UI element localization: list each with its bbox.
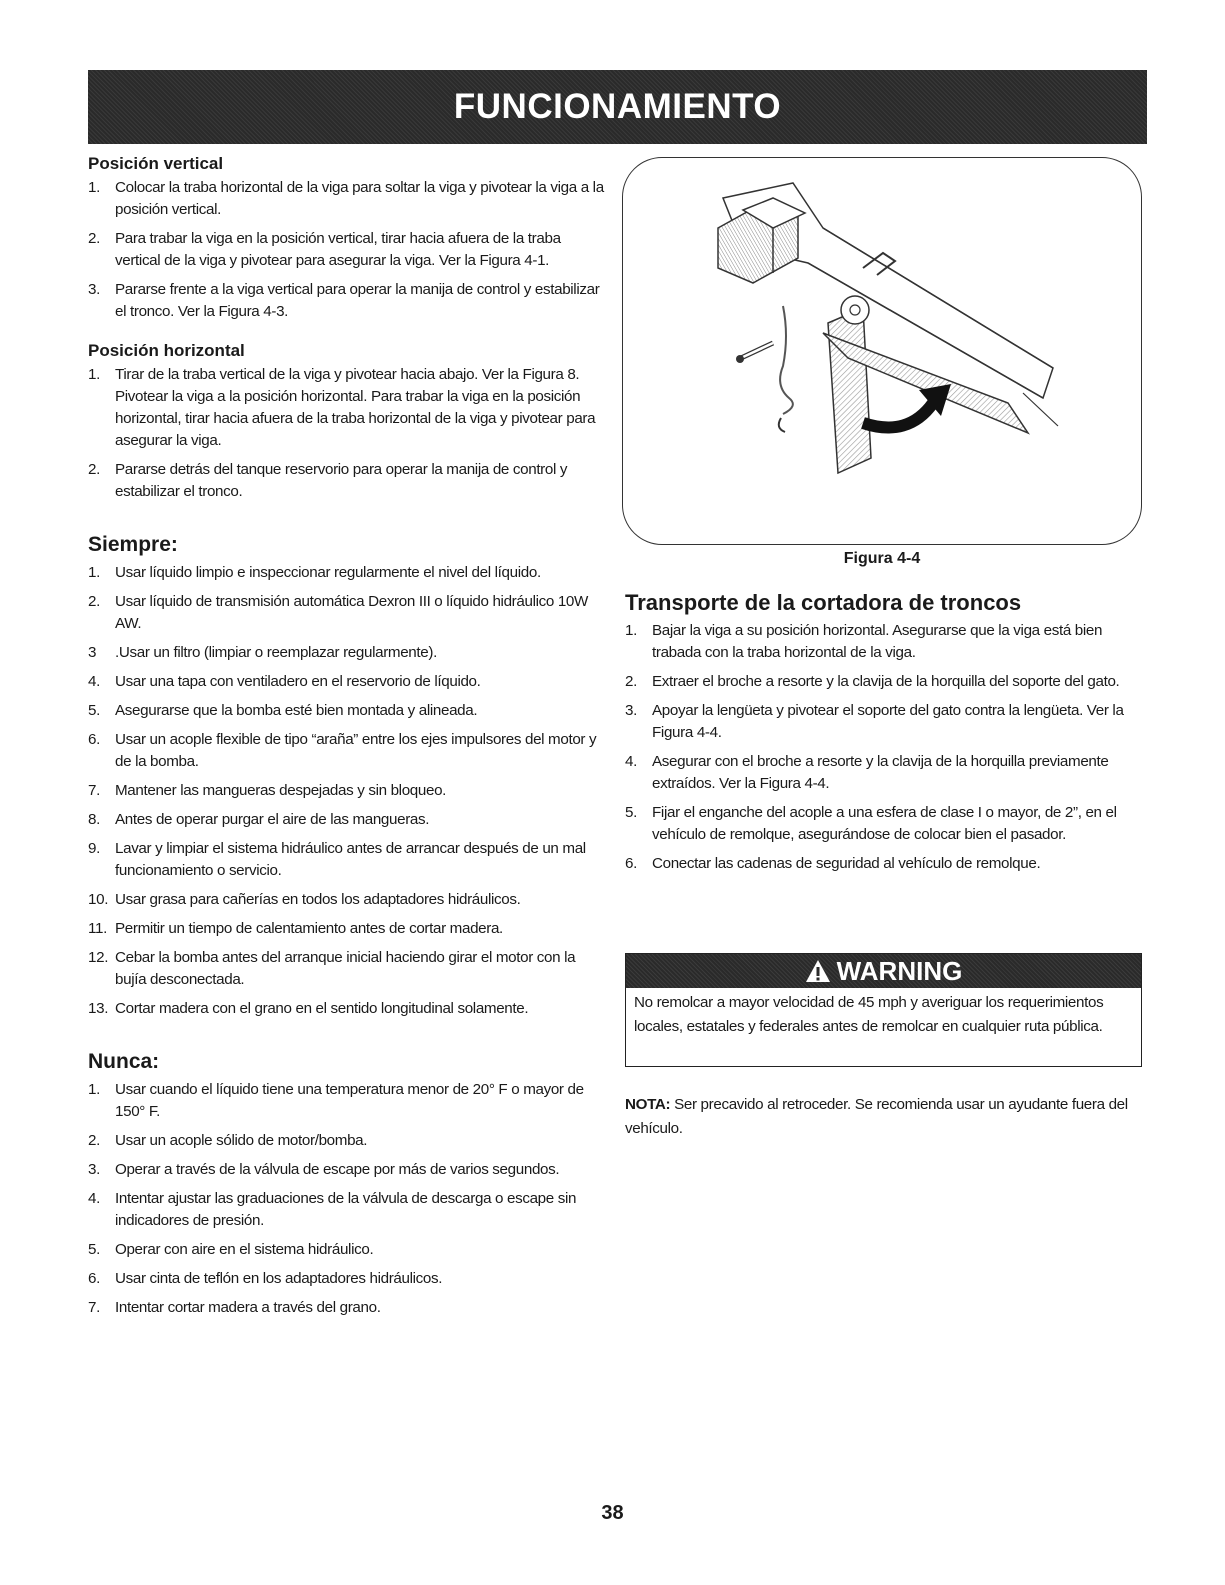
list-item <box>88 1079 608 1123</box>
item-number: 8. <box>88 811 100 828</box>
horizontal-position-heading: Posición horizontal <box>88 341 245 360</box>
list-item <box>88 700 608 722</box>
item-text: Cebar la bomba antes del arranque inicial haciendo girar el motor con la bujía desconectada. <box>115 949 576 988</box>
list-item <box>88 459 608 503</box>
item-text: Intentar ajustar las graduaciones de la válvula de descarga o escape sin indicadores de presión. <box>115 1190 577 1229</box>
item-text: Permitir un tiempo de calentamiento antes de cortar madera. <box>115 920 503 937</box>
item-text: Asegurarse que la bomba esté bien montada y alineada. <box>115 702 478 719</box>
item-number: 5. <box>625 804 637 821</box>
list-item <box>625 671 1150 693</box>
item-number: 12. <box>88 949 109 966</box>
list-item <box>625 700 1150 744</box>
item-number: 3. <box>625 702 637 719</box>
item-number: 6. <box>625 855 637 872</box>
list-item <box>88 177 608 221</box>
item-text: Apoyar la lengüeta y pivotear el soporte del gato contra la lengüeta. Ver la Figura 4-4. <box>652 702 1124 741</box>
item-text: Intentar cortar madera a través del grano. <box>115 1299 381 1316</box>
list-item <box>625 802 1150 846</box>
list-item <box>88 1239 608 1261</box>
section-header-banner <box>88 70 1147 144</box>
item-text: Pararse detrás del tanque reservorio para operar la manija de control y estabilizar el tronco. <box>115 461 568 500</box>
warning-header <box>626 954 1141 988</box>
item-text: Usar líquido limpio e inspeccionar regularmente el nivel del líquido. <box>115 564 541 581</box>
item-number: 1. <box>88 366 100 383</box>
never-list <box>88 1079 608 1319</box>
item-text: Asegurar con el broche a resorte y la clavija de la horquilla previamente extraídos. Ver la Figura 4-4. <box>652 753 1109 792</box>
item-number: 6. <box>88 1270 100 1287</box>
list-item <box>625 853 1150 875</box>
transport-list <box>625 620 1150 875</box>
figure-illustration <box>622 157 1142 545</box>
item-number: 2. <box>88 461 100 478</box>
warning-triangle-icon <box>805 959 831 983</box>
item-number: 4. <box>88 1190 100 1207</box>
item-text: Pararse frente a la viga vertical para operar la manija de control y estabilizar el tronco. Ver la Figura 4-3. <box>115 281 600 320</box>
warning-label: WARNING <box>836 955 963 986</box>
item-number: 5. <box>88 702 100 719</box>
vertical-position-heading: Posición vertical <box>88 154 224 173</box>
item-number: 2. <box>88 593 100 610</box>
always-heading: Siempre: <box>88 533 178 556</box>
left-column <box>88 153 608 1326</box>
item-number: 9. <box>88 840 100 857</box>
item-text: Tirar de la traba vertical de la viga y pivotear hacia abajo. Ver la Figura 8. Pivotear la viga a la posición horizontal. Para trabar la viga en la posición horizontal, tirar hacia afuera de la traba horizontal de la viga y pivotear para asegurar la viga. <box>115 366 596 449</box>
item-number: 5. <box>88 1241 100 1258</box>
list-item <box>625 751 1150 795</box>
item-text: Operar a través de la válvula de escape por más de varios segundos. <box>115 1161 560 1178</box>
list-item <box>88 998 608 1020</box>
list-item <box>88 642 608 664</box>
list-item <box>88 729 608 773</box>
item-number: 1. <box>88 179 100 196</box>
jack-stand-illustration <box>623 158 1142 545</box>
list-item <box>88 1130 608 1152</box>
list-item <box>88 562 608 584</box>
list-item <box>88 889 608 911</box>
right-column <box>625 590 1150 882</box>
item-number: 3. <box>88 1161 100 1178</box>
item-number: 6. <box>88 731 100 748</box>
note-label: NOTA: <box>625 1096 671 1113</box>
note-paragraph <box>625 1093 1145 1141</box>
rotation-arrow-icon <box>863 384 951 428</box>
item-number: 3. <box>88 281 100 298</box>
list-item <box>88 918 608 940</box>
item-number: 1. <box>88 1081 100 1098</box>
clevis-pin <box>736 343 773 363</box>
item-text: Bajar la viga a su posición horizontal. Asegurarse que la viga está bien trabada con la traba horizontal de la viga. <box>652 622 1103 661</box>
item-number: 2. <box>88 230 100 247</box>
list-item <box>88 838 608 882</box>
item-text: Usar cuando el líquido tiene una temperatura menor de 20° F o mayor de 150° F. <box>115 1081 584 1120</box>
item-number: 3 <box>88 644 97 661</box>
always-list <box>88 562 608 1020</box>
figure-caption: Figura 4-4 <box>843 550 921 567</box>
list-item <box>88 809 608 831</box>
warning-box <box>625 953 1142 1067</box>
list-item <box>88 947 608 991</box>
list-item <box>88 591 608 635</box>
item-text: .Usar un filtro (limpiar o reemplazar regularmente). <box>115 644 437 661</box>
list-item <box>88 780 608 802</box>
list-item <box>88 1297 608 1319</box>
item-text: Fijar el enganche del acople a una esfera de clase I o mayor, de 2”, en el vehículo de remolque, asegurándose de colocar bien el pasador. <box>652 804 1117 843</box>
list-item <box>88 1268 608 1290</box>
item-text: Antes de operar purgar el aire de las mangueras. <box>115 811 430 828</box>
item-text: Usar grasa para cañerías en todos los adaptadores hidráulicos. <box>115 891 521 908</box>
item-number: 1. <box>625 622 637 639</box>
list-item <box>88 1188 608 1232</box>
list-item <box>88 1159 608 1181</box>
item-text: Conectar las cadenas de seguridad al vehículo de remolque. <box>652 855 1041 872</box>
warning-text: No remolcar a mayor velocidad de 45 mph y averiguar los requerimientos locales, estatales y federales antes de remolcar en cualquier ruta pública. <box>634 994 1104 1035</box>
list-item <box>88 671 608 693</box>
item-text: Cortar madera con el grano en el sentido longitudinal solamente. <box>115 1000 529 1017</box>
item-number: 2. <box>625 673 637 690</box>
list-item <box>88 279 608 323</box>
vertical-position-list <box>88 177 608 323</box>
item-text: Usar un acople sólido de motor/bomba. <box>115 1132 368 1149</box>
item-text: Usar una tapa con ventiladero en el reservorio de líquido. <box>115 673 481 690</box>
never-heading: Nunca: <box>88 1050 160 1073</box>
transport-heading: Transporte de la cortadora de troncos <box>625 590 1022 615</box>
list-item <box>625 620 1150 664</box>
item-text: Colocar la traba horizontal de la viga para soltar la viga y pivotear la viga a la posición vertical. <box>115 179 604 218</box>
note-text: Ser precavido al retroceder. Se recomienda usar un ayudante fuera del vehículo. <box>625 1096 1128 1137</box>
list-item <box>88 228 608 272</box>
item-number: 7. <box>88 782 100 799</box>
horizontal-position-list <box>88 364 608 503</box>
item-number: 4. <box>88 673 100 690</box>
item-text: Lavar y limpiar el sistema hidráulico antes de arrancar después de un mal funcionamiento o servicio. <box>115 840 586 879</box>
item-text: Extraer el broche a resorte y la clavija de la horquilla del soporte del gato. <box>652 673 1120 690</box>
item-number: 13. <box>88 1000 109 1017</box>
page-number: 38 <box>601 1502 624 1524</box>
item-text: Usar líquido de transmisión automática Dexron III o líquido hidráulico 10W AW. <box>115 593 589 632</box>
item-number: 7. <box>88 1299 100 1316</box>
item-number: 4. <box>625 753 637 770</box>
item-text: Operar con aire en el sistema hidráulico. <box>115 1241 374 1258</box>
item-number: 1. <box>88 564 100 581</box>
item-number: 2. <box>88 1132 100 1149</box>
item-text: Mantener las mangueras despejadas y sin bloqueo. <box>115 782 447 799</box>
item-text: Para trabar la viga en la posición vertical, tirar hacia afuera de la traba vertical de la viga y pivotear para asegurar la viga. Ver la Figura 4-1. <box>115 230 561 269</box>
item-number: 10. <box>88 891 109 908</box>
item-text: Usar un acople flexible de tipo “araña” entre los ejes impulsores del motor y de la bomba. <box>115 731 597 770</box>
list-item <box>88 364 608 452</box>
item-number: 11. <box>88 920 107 937</box>
section-title: FUNCIONAMIENTO <box>453 87 782 126</box>
item-text: Usar cinta de teflón en los adaptadores hidráulicos. <box>115 1270 443 1287</box>
